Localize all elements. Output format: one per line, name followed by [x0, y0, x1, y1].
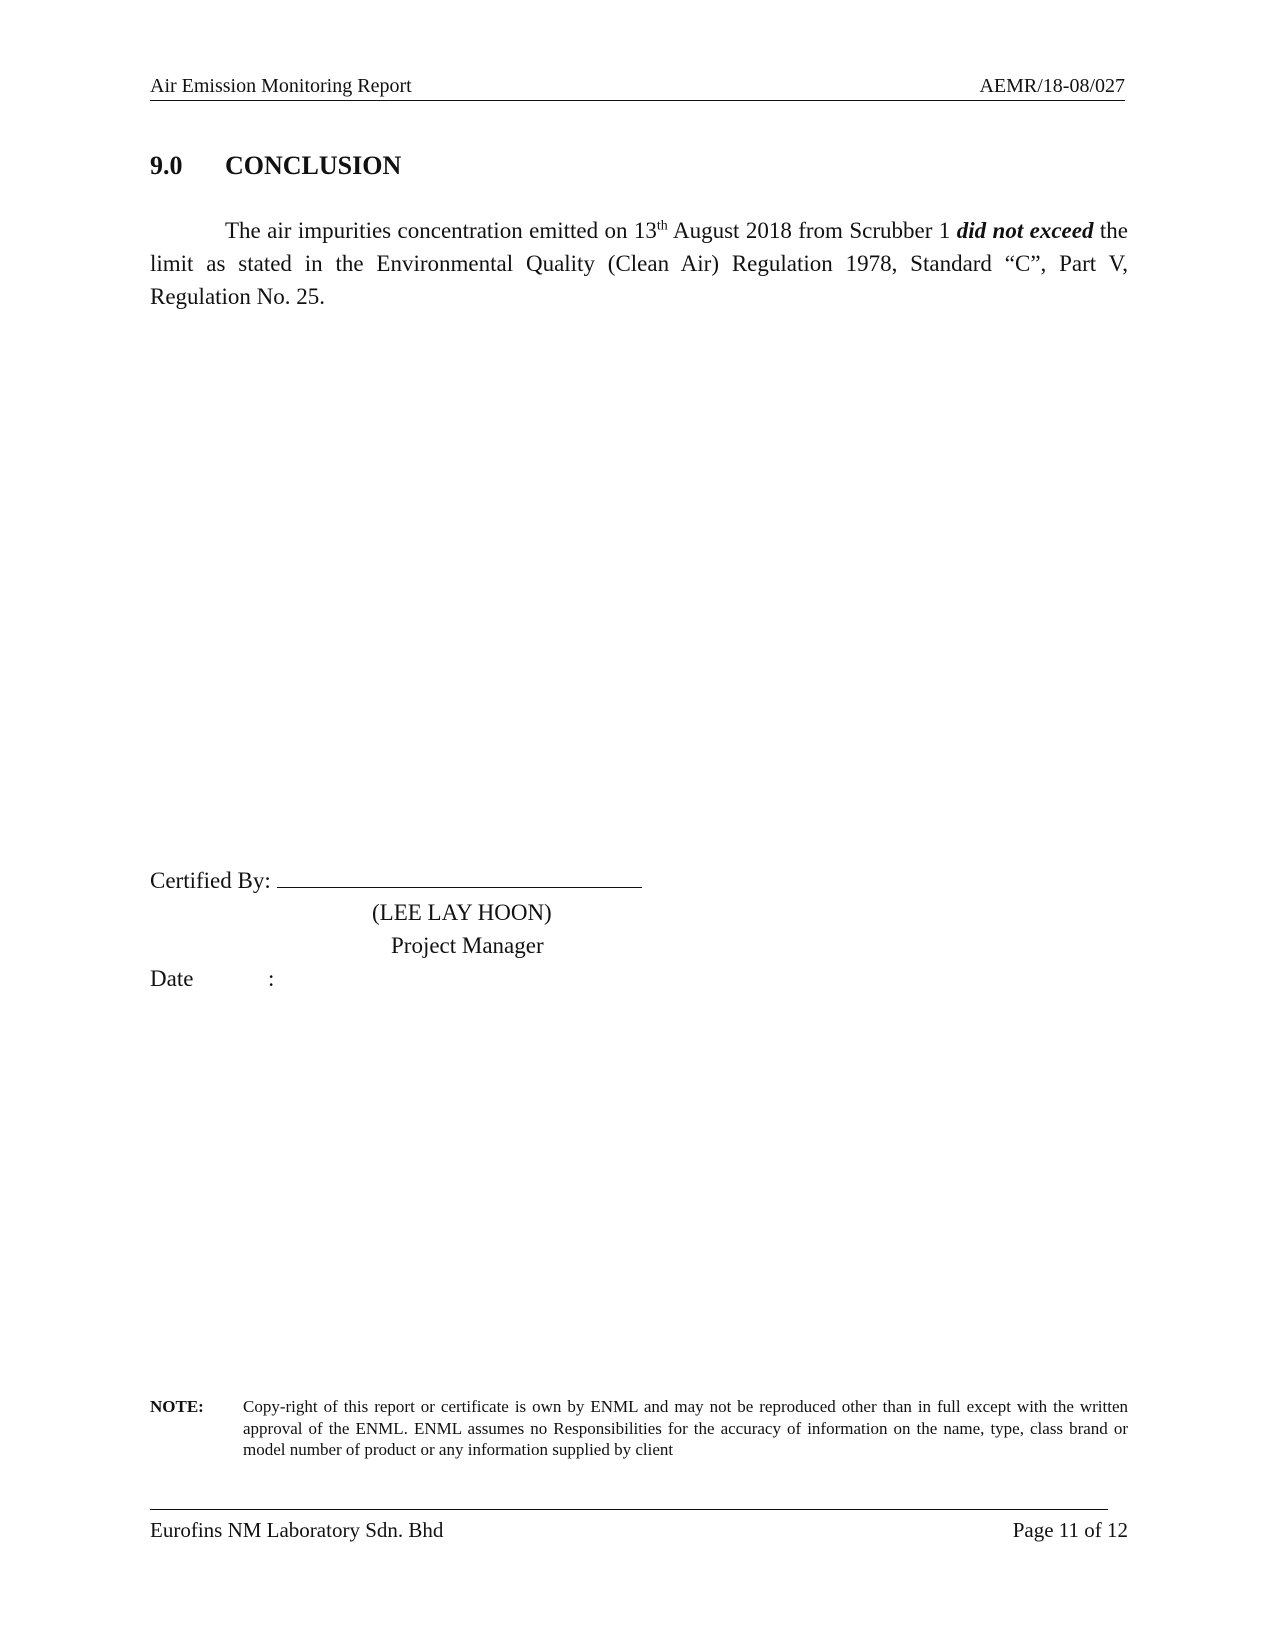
date-label: Date — [150, 966, 194, 991]
section-heading — [150, 150, 401, 182]
paragraph-part1: The air impurities concentration emitted on 13 — [225, 218, 657, 243]
footer-company: Eurofins NM Laboratory Sdn. Bhd — [150, 1518, 444, 1542]
section-number: 9.0 — [150, 151, 183, 180]
page-header — [150, 74, 1125, 101]
signature-line — [277, 865, 642, 888]
note-text: Copy-right of this report or certificate is own by ENML and may not be reproduced other than in full except with the written approval of the ENML. ENML assumes no Responsibilities for the accuracy of information on the name, type, class brand or model number of product or any information supplied by client — [243, 1397, 1128, 1459]
date-colon: : — [268, 966, 275, 991]
page-number: Page 11 of 12 — [1012, 1518, 1128, 1542]
report-number: AEMR/18-08/027 — [979, 75, 1125, 97]
paragraph-part2: August 2018 from Scrubber 1 — [667, 218, 957, 243]
certifier-position: Project Manager — [391, 933, 544, 958]
certified-by-label: Certified By: — [150, 868, 271, 893]
report-title: Air Emission Monitoring Report — [150, 75, 412, 97]
note-label: NOTE: — [150, 1397, 204, 1416]
footer-rule — [150, 1509, 1108, 1510]
date-superscript: th — [656, 218, 668, 234]
paragraph-part3: the limit as stated in the Environmental Quality (Clean Air) Regulation 1978, Standard “C”, Part V, Regulation No. 25. — [150, 218, 1128, 309]
certified-by-row — [150, 865, 642, 896]
certifier-name: (LEE LAY HOON) — [372, 900, 552, 925]
section-title: CONCLUSION — [225, 151, 402, 180]
conclusion-paragraph — [150, 214, 1128, 313]
paragraph-emphasis: did not exceed — [956, 218, 1094, 243]
